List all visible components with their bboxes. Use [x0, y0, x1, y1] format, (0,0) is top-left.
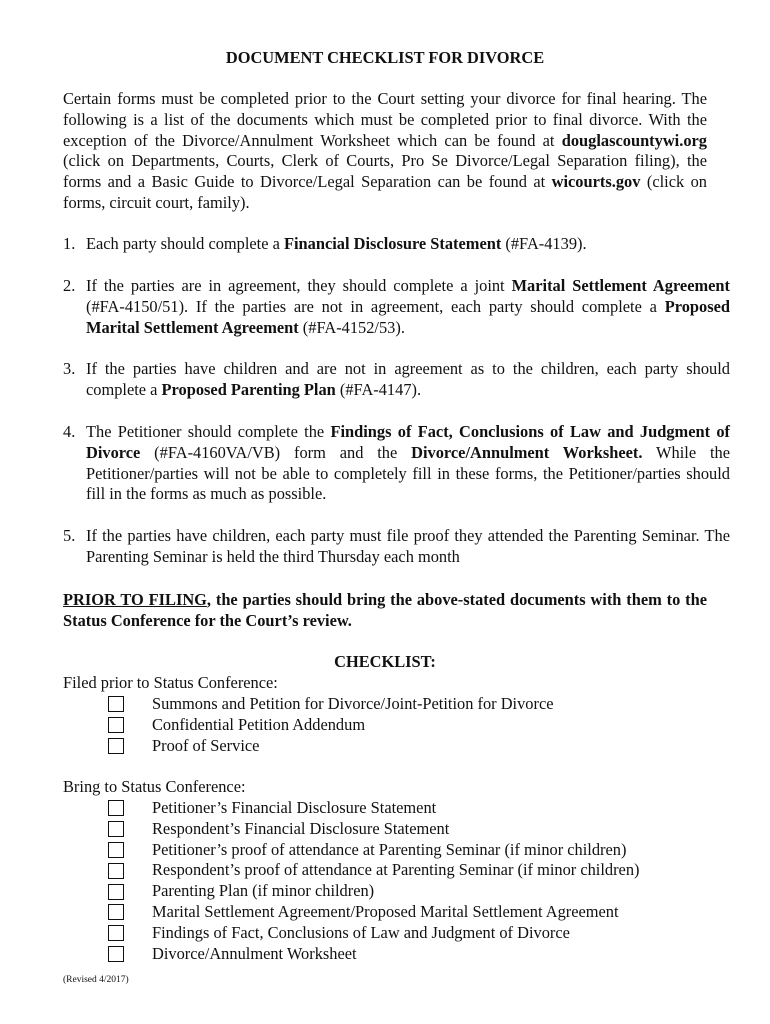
intro-text-2: (click on Departments, Courts, Clerk of Courts, Pro Se Divorce/Legal Separation filing), the forms and a Basic Guide to Divorce/Legal Separation can be found at	[63, 151, 707, 192]
item-text: If the parties have children, each party must file proof they attended the Parenting Seminar. The Parenting Seminar is held the third Thursday each month	[86, 526, 730, 566]
item-text: While the Petitioner/parties will not be able to completely fill in these forms, the Petitioner/parties should fill in the forms as much as possible.	[86, 442, 730, 504]
checklist-item-label: Respondent’s proof of attendance at Parenting Seminar (if minor children)	[152, 860, 640, 880]
item-text: (#FA-4152/53).	[298, 317, 405, 337]
checkbox[interactable]	[108, 925, 124, 941]
checkbox[interactable]	[108, 884, 124, 900]
checklist-heading: CHECKLIST:	[334, 652, 436, 671]
list-item-5	[63, 526, 730, 568]
item-text: (#FA-4147).	[335, 379, 422, 399]
intro-text-3: (click on forms, circuit court, family).	[63, 172, 707, 212]
list-item-4	[63, 422, 730, 505]
item-bold-text: Divorce/Annulment Worksheet.	[411, 442, 643, 462]
checklist-item	[108, 902, 639, 923]
item-text: (#FA-4150/51). If the parties are not in agreement, each party should complete a	[86, 296, 665, 316]
prior-to-filing-notice	[63, 590, 707, 632]
item-number: 3.	[63, 359, 76, 378]
item-text: (#FA-4160VA/VB) form and the	[140, 442, 412, 462]
checklist-item-label: Summons and Petition for Divorce/Joint-Petition for Divorce	[152, 694, 554, 713]
prior-to-filing-text: , the parties should bring the above-stated documents with them to the Status Conference for the Court’s review.	[63, 590, 707, 630]
checklist-item-label: Confidential Petition Addendum	[152, 714, 366, 734]
checkbox[interactable]	[108, 946, 124, 962]
item-text: Each party should complete a	[86, 234, 284, 253]
page-title: DOCUMENT CHECKLIST FOR DIVORCE	[225, 48, 545, 67]
checklist-item-label: Respondent’s Financial Disclosure Statement	[152, 818, 450, 838]
checklist-item-label: Marital Settlement Agreement/Proposed Marital Settlement Agreement	[152, 901, 619, 921]
item-number: 1.	[63, 234, 76, 253]
checkbox[interactable]	[108, 863, 124, 879]
checkbox[interactable]	[108, 738, 124, 754]
checkbox[interactable]	[108, 904, 124, 920]
checklist-item	[108, 798, 639, 819]
item-bold-text: Findings of Fact, Conclusions of Law and Judgment of Divorce	[86, 422, 730, 462]
filed-prior-label: Filed prior to Status Conference:	[63, 673, 278, 692]
item-text: If the parties have children and are not in agreement as to the children, each party should complete a	[86, 359, 730, 399]
item-text: (#FA-4139).	[501, 234, 587, 253]
checklist-item	[108, 840, 639, 861]
list-item-1	[63, 234, 730, 255]
checkbox[interactable]	[108, 717, 124, 733]
wicourts-website: wicourts.gov	[551, 172, 641, 192]
bring-to-conference-label: Bring to Status Conference:	[63, 777, 246, 796]
item-number: 2.	[63, 276, 76, 295]
item-text: If the parties are in agreement, they should complete a joint	[86, 276, 512, 295]
checkbox[interactable]	[108, 800, 124, 816]
checklist-item-label: Parenting Plan (if minor children)	[152, 881, 375, 901]
prior-to-filing-heading: PRIOR TO FILING	[63, 590, 207, 609]
checklist-item	[108, 881, 639, 902]
checklist-item	[108, 715, 554, 736]
checkbox[interactable]	[108, 821, 124, 837]
revision-date: (Revised 4/2017)	[63, 975, 129, 985]
checklist-item-label: Divorce/Annulment Worksheet	[152, 943, 357, 963]
checklist-item-label: Findings of Fact, Conclusions of Law and Judgment of Divorce	[152, 922, 570, 942]
checklist-item	[108, 819, 639, 840]
checklist-item	[108, 944, 639, 965]
bring-to-conference-checklist	[108, 798, 639, 964]
item-bold-text: Marital Settlement Agreement	[511, 276, 730, 295]
checklist-item	[108, 694, 554, 715]
checkbox[interactable]	[108, 842, 124, 858]
filed-prior-checklist	[108, 694, 554, 756]
item-text: The Petitioner should complete the	[86, 422, 331, 441]
checklist-item-label: Petitioner’s Financial Disclosure Statement	[152, 798, 437, 817]
list-item-3	[63, 359, 730, 401]
intro-paragraph	[63, 89, 707, 214]
item-number: 4.	[63, 422, 76, 441]
checklist-item	[108, 736, 554, 757]
checklist-item	[108, 860, 639, 881]
checklist-item-label: Proof of Service	[152, 735, 260, 755]
item-bold-text: Proposed Marital Settlement Agreement	[86, 296, 730, 337]
item-bold-text: Financial Disclosure Statement	[283, 234, 502, 253]
checklist-item-label: Petitioner’s proof of attendance at Parenting Seminar (if minor children)	[152, 839, 627, 859]
item-number: 5.	[63, 526, 76, 545]
list-item-2	[63, 276, 730, 338]
item-bold-text: Proposed Parenting Plan	[161, 379, 336, 399]
checklist-item	[108, 923, 639, 944]
douglas-county-website: douglascountywi.org	[561, 130, 707, 150]
intro-text-1: Certain forms must be completed prior to the Court setting your divorce for final hearing. The following is a list of the documents which must be completed prior to final divorce. With the exception of the Divorce/Annulment Worksheet which can be found at	[63, 89, 707, 150]
checkbox[interactable]	[108, 696, 124, 712]
